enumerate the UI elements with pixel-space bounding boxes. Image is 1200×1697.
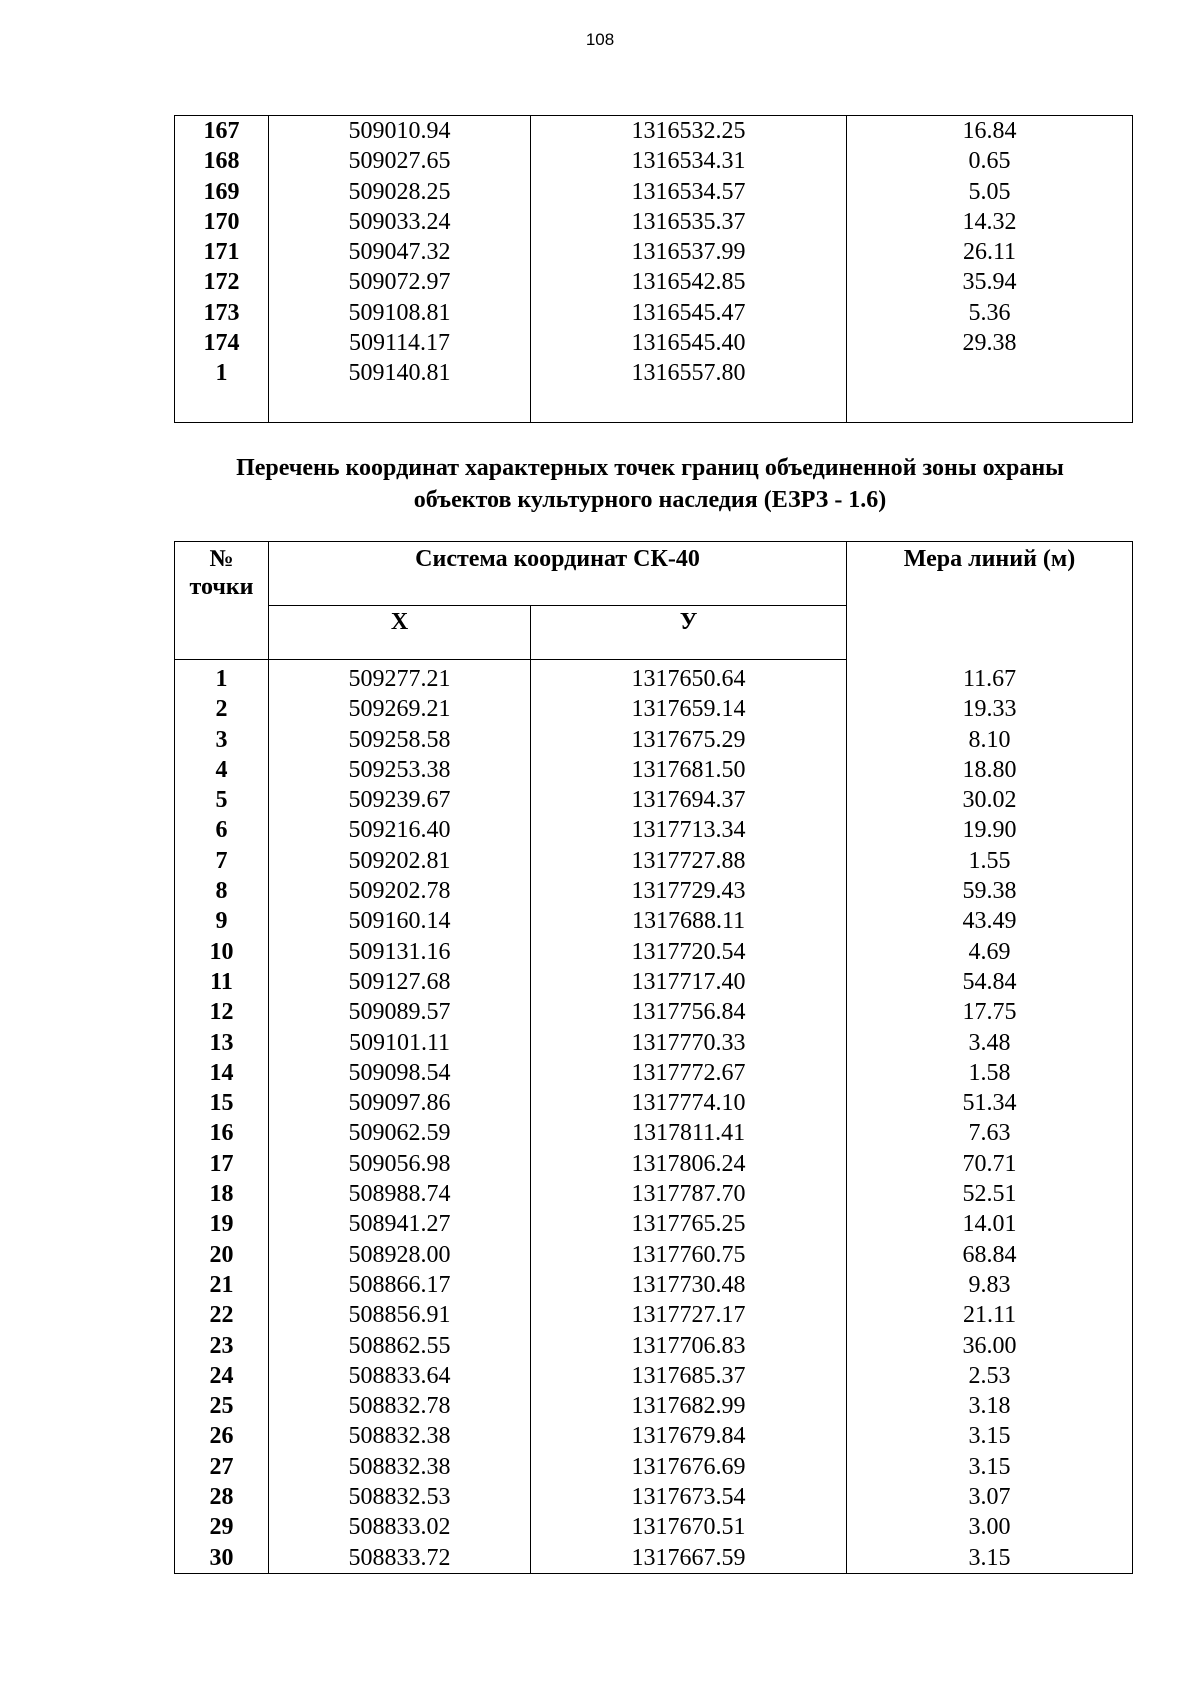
header-x: Х xyxy=(269,606,531,660)
line-length-cell: 26.11 xyxy=(847,237,1133,267)
x-cell: 509072.97 xyxy=(269,267,531,297)
line-length-cell: 30.02 xyxy=(847,785,1133,815)
table-row xyxy=(175,237,1133,267)
x-cell: 509089.57 xyxy=(269,997,531,1027)
point-number-cell: 29 xyxy=(175,1512,269,1542)
y-cell: 1316535.37 xyxy=(531,207,847,237)
x-cell: 508928.00 xyxy=(269,1240,531,1270)
point-number-cell: 21 xyxy=(175,1270,269,1300)
x-cell: 508832.78 xyxy=(269,1391,531,1421)
line-length-cell: 43.49 xyxy=(847,906,1133,936)
y-cell: 1317727.17 xyxy=(531,1300,847,1330)
line-length-cell: 18.80 xyxy=(847,755,1133,785)
coordinates-table-body xyxy=(175,660,1133,1574)
y-cell: 1317765.25 xyxy=(531,1209,847,1239)
point-number-cell: 172 xyxy=(175,267,269,297)
header-line-length: Мера линий (м) xyxy=(847,542,1133,660)
line-length-cell: 29.38 xyxy=(847,328,1133,358)
y-cell: 1317650.64 xyxy=(531,664,847,694)
y-cell: 1317675.29 xyxy=(531,725,847,755)
table-row xyxy=(175,664,1133,694)
table-row xyxy=(175,1209,1133,1239)
y-cell: 1317688.11 xyxy=(531,906,847,936)
x-cell: 509202.81 xyxy=(269,846,531,876)
line-length-cell: 3.48 xyxy=(847,1028,1133,1058)
x-cell: 509010.94 xyxy=(269,116,531,147)
y-cell: 1317685.37 xyxy=(531,1361,847,1391)
y-cell: 1317787.70 xyxy=(531,1179,847,1209)
table-row xyxy=(175,997,1133,1027)
point-number-cell: 171 xyxy=(175,237,269,267)
point-number-cell: 13 xyxy=(175,1028,269,1058)
y-cell: 1316537.99 xyxy=(531,237,847,267)
table-row xyxy=(175,1543,1133,1574)
x-cell: 508856.91 xyxy=(269,1300,531,1330)
x-cell: 509127.68 xyxy=(269,967,531,997)
line-length-cell: 3.18 xyxy=(847,1391,1133,1421)
line-length-cell: 5.36 xyxy=(847,298,1133,328)
line-length-cell: 19.90 xyxy=(847,815,1133,845)
point-number-cell: 16 xyxy=(175,1118,269,1148)
line-length-cell: 59.38 xyxy=(847,876,1133,906)
y-cell: 1317730.48 xyxy=(531,1270,847,1300)
table-row xyxy=(175,146,1133,176)
table-row xyxy=(175,725,1133,755)
line-length-cell: 1.55 xyxy=(847,846,1133,876)
line-length-cell: 7.63 xyxy=(847,1118,1133,1148)
point-number-cell: 7 xyxy=(175,846,269,876)
point-number-cell: 174 xyxy=(175,328,269,358)
table-row xyxy=(175,1240,1133,1270)
x-cell: 509056.98 xyxy=(269,1149,531,1179)
table-row xyxy=(175,1179,1133,1209)
table-row xyxy=(175,358,1133,388)
line-length-cell: 9.83 xyxy=(847,1270,1133,1300)
line-length-cell: 36.00 xyxy=(847,1331,1133,1361)
table-row xyxy=(175,1149,1133,1179)
y-cell: 1317770.33 xyxy=(531,1028,847,1058)
coordinates-table-continued xyxy=(174,115,1133,423)
y-cell: 1317756.84 xyxy=(531,997,847,1027)
x-cell: 508833.64 xyxy=(269,1361,531,1391)
point-number-cell: 24 xyxy=(175,1361,269,1391)
y-cell: 1316534.57 xyxy=(531,177,847,207)
table-row xyxy=(175,937,1133,967)
x-cell: 509239.67 xyxy=(269,785,531,815)
table-row xyxy=(175,1421,1133,1451)
point-number-cell: 1 xyxy=(175,664,269,694)
line-length-cell: 21.11 xyxy=(847,1300,1133,1330)
section-heading-line-2: объектов культурного наследия (ЕЗРЗ - 1.6) xyxy=(413,487,887,513)
y-cell: 1317760.75 xyxy=(531,1240,847,1270)
table-row xyxy=(175,1118,1133,1148)
y-cell: 1316545.47 xyxy=(531,298,847,328)
x-cell: 509216.40 xyxy=(269,815,531,845)
point-number-cell: 11 xyxy=(175,967,269,997)
line-length-cell: 11.67 xyxy=(847,664,1133,694)
y-cell: 1316534.31 xyxy=(531,146,847,176)
line-length-cell: 19.33 xyxy=(847,694,1133,724)
x-cell: 509098.54 xyxy=(269,1058,531,1088)
line-length-cell: 16.84 xyxy=(847,116,1133,147)
x-cell: 509047.32 xyxy=(269,237,531,267)
y-cell: 1317727.88 xyxy=(531,846,847,876)
x-cell: 509202.78 xyxy=(269,876,531,906)
x-cell: 509160.14 xyxy=(269,906,531,936)
table-row xyxy=(175,177,1133,207)
point-number-cell: 12 xyxy=(175,997,269,1027)
x-cell: 509253.38 xyxy=(269,755,531,785)
point-number-cell: 22 xyxy=(175,1300,269,1330)
point-number-cell: 25 xyxy=(175,1391,269,1421)
point-number-cell: 14 xyxy=(175,1058,269,1088)
point-number-cell: 27 xyxy=(175,1452,269,1482)
y-cell: 1317713.34 xyxy=(531,815,847,845)
table-row xyxy=(175,1391,1133,1421)
point-number-cell: 8 xyxy=(175,876,269,906)
table-row xyxy=(175,1361,1133,1391)
y-cell: 1316542.85 xyxy=(531,267,847,297)
point-number-cell: 10 xyxy=(175,937,269,967)
table-row xyxy=(175,328,1133,358)
x-cell: 508866.17 xyxy=(269,1270,531,1300)
x-cell: 508988.74 xyxy=(269,1179,531,1209)
y-cell: 1317667.59 xyxy=(531,1543,847,1574)
table-row xyxy=(175,1088,1133,1118)
y-cell: 1317670.51 xyxy=(531,1512,847,1542)
page-number: 108 xyxy=(585,30,615,49)
x-cell: 509101.11 xyxy=(269,1028,531,1058)
point-number-cell: 168 xyxy=(175,146,269,176)
table-row xyxy=(175,1331,1133,1361)
y-cell: 1317694.37 xyxy=(531,785,847,815)
x-cell: 509033.24 xyxy=(269,207,531,237)
table-row xyxy=(175,1482,1133,1512)
point-number-cell: 2 xyxy=(175,694,269,724)
y-cell: 1317706.83 xyxy=(531,1331,847,1361)
line-length-cell: 14.32 xyxy=(847,207,1133,237)
spacer-cell xyxy=(531,389,847,423)
table-row xyxy=(175,846,1133,876)
line-length-cell: 8.10 xyxy=(847,725,1133,755)
line-length-cell: 14.01 xyxy=(847,1209,1133,1239)
coordinates-table-header xyxy=(175,542,1133,660)
point-number-cell: 19 xyxy=(175,1209,269,1239)
point-number-cell: 173 xyxy=(175,298,269,328)
y-cell: 1317682.99 xyxy=(531,1391,847,1421)
table-row xyxy=(175,755,1133,785)
line-length-cell: 68.84 xyxy=(847,1240,1133,1270)
line-length-cell: 0.65 xyxy=(847,146,1133,176)
point-number-cell: 28 xyxy=(175,1482,269,1512)
y-cell: 1317774.10 xyxy=(531,1088,847,1118)
table-row xyxy=(175,785,1133,815)
table-row xyxy=(175,1452,1133,1482)
y-cell: 1316532.25 xyxy=(531,116,847,147)
section-heading-line-1: Перечень координат характерных точек границ объединенной зоны охраны xyxy=(236,455,1064,481)
x-cell: 509258.58 xyxy=(269,725,531,755)
line-length-cell: 5.05 xyxy=(847,177,1133,207)
table-row xyxy=(175,1028,1133,1058)
table-row xyxy=(175,1300,1133,1330)
y-cell: 1317673.54 xyxy=(531,1482,847,1512)
x-cell: 509027.65 xyxy=(269,146,531,176)
line-length-cell: 70.71 xyxy=(847,1149,1133,1179)
x-cell: 509062.59 xyxy=(269,1118,531,1148)
spacer-cell xyxy=(175,389,269,423)
x-cell: 509140.81 xyxy=(269,358,531,388)
table-row xyxy=(175,967,1133,997)
y-cell: 1316545.40 xyxy=(531,328,847,358)
y-cell: 1317676.69 xyxy=(531,1452,847,1482)
spacer-row xyxy=(175,389,1133,423)
x-cell: 509277.21 xyxy=(269,664,531,694)
point-number-cell: 26 xyxy=(175,1421,269,1451)
spacer-cell xyxy=(847,389,1133,423)
table-row xyxy=(175,298,1133,328)
line-length-cell: 1.58 xyxy=(847,1058,1133,1088)
y-cell: 1317729.43 xyxy=(531,876,847,906)
x-cell: 509108.81 xyxy=(269,298,531,328)
y-cell: 1317720.54 xyxy=(531,937,847,967)
line-length-cell: 17.75 xyxy=(847,997,1133,1027)
point-number-cell: 170 xyxy=(175,207,269,237)
coordinates-table-continued-body xyxy=(175,116,1133,423)
line-length-cell: 54.84 xyxy=(847,967,1133,997)
x-cell: 509269.21 xyxy=(269,694,531,724)
section-heading xyxy=(160,452,1140,516)
header-point-number-label: точки xyxy=(189,574,254,600)
point-number-cell: 4 xyxy=(175,755,269,785)
header-coordinate-system: Система координат СК-40 xyxy=(269,542,847,606)
x-cell: 508833.72 xyxy=(269,1543,531,1574)
x-cell: 509114.17 xyxy=(269,328,531,358)
point-number-cell: 167 xyxy=(175,116,269,147)
line-length-cell: 3.15 xyxy=(847,1452,1133,1482)
point-number-cell: 5 xyxy=(175,785,269,815)
x-cell: 509028.25 xyxy=(269,177,531,207)
header-point-number-symbol: № xyxy=(209,546,234,572)
line-length-cell: 2.53 xyxy=(847,1361,1133,1391)
table-row xyxy=(175,694,1133,724)
y-cell: 1317681.50 xyxy=(531,755,847,785)
point-number-cell: 20 xyxy=(175,1240,269,1270)
point-number-cell: 23 xyxy=(175,1331,269,1361)
table-row xyxy=(175,906,1133,936)
point-number-cell: 6 xyxy=(175,815,269,845)
table-row xyxy=(175,116,1133,147)
y-cell: 1317679.84 xyxy=(531,1421,847,1451)
table-row xyxy=(175,815,1133,845)
table-row xyxy=(175,267,1133,297)
table-row xyxy=(175,1512,1133,1542)
point-number-cell: 15 xyxy=(175,1088,269,1118)
point-number-cell: 17 xyxy=(175,1149,269,1179)
line-length-cell: 3.15 xyxy=(847,1421,1133,1451)
table-row xyxy=(175,1270,1133,1300)
table-row xyxy=(175,207,1133,237)
x-cell: 508832.38 xyxy=(269,1421,531,1451)
y-cell: 1317806.24 xyxy=(531,1149,847,1179)
line-length-cell: 35.94 xyxy=(847,267,1133,297)
point-number-cell: 9 xyxy=(175,906,269,936)
y-cell: 1317717.40 xyxy=(531,967,847,997)
x-cell: 508832.38 xyxy=(269,1452,531,1482)
coordinates-table xyxy=(174,541,1133,1574)
header-y: У xyxy=(531,606,847,660)
y-cell: 1316557.80 xyxy=(531,358,847,388)
x-cell: 509097.86 xyxy=(269,1088,531,1118)
line-length-cell xyxy=(847,358,1133,388)
spacer-cell xyxy=(269,389,531,423)
point-number-cell: 169 xyxy=(175,177,269,207)
x-cell: 508941.27 xyxy=(269,1209,531,1239)
table-row xyxy=(175,876,1133,906)
x-cell: 509131.16 xyxy=(269,937,531,967)
line-length-cell: 3.07 xyxy=(847,1482,1133,1512)
line-length-cell: 51.34 xyxy=(847,1088,1133,1118)
x-cell: 508833.02 xyxy=(269,1512,531,1542)
x-cell: 508862.55 xyxy=(269,1331,531,1361)
line-length-cell: 52.51 xyxy=(847,1179,1133,1209)
point-number-cell: 3 xyxy=(175,725,269,755)
x-cell: 508832.53 xyxy=(269,1482,531,1512)
point-number-cell: 18 xyxy=(175,1179,269,1209)
table-row xyxy=(175,1058,1133,1088)
y-cell: 1317772.67 xyxy=(531,1058,847,1088)
header-point-number xyxy=(175,542,269,660)
point-number-cell: 30 xyxy=(175,1543,269,1574)
y-cell: 1317811.41 xyxy=(531,1118,847,1148)
y-cell: 1317659.14 xyxy=(531,694,847,724)
line-length-cell: 4.69 xyxy=(847,937,1133,967)
line-length-cell: 3.00 xyxy=(847,1512,1133,1542)
line-length-cell: 3.15 xyxy=(847,1543,1133,1574)
point-number-cell: 1 xyxy=(175,358,269,388)
